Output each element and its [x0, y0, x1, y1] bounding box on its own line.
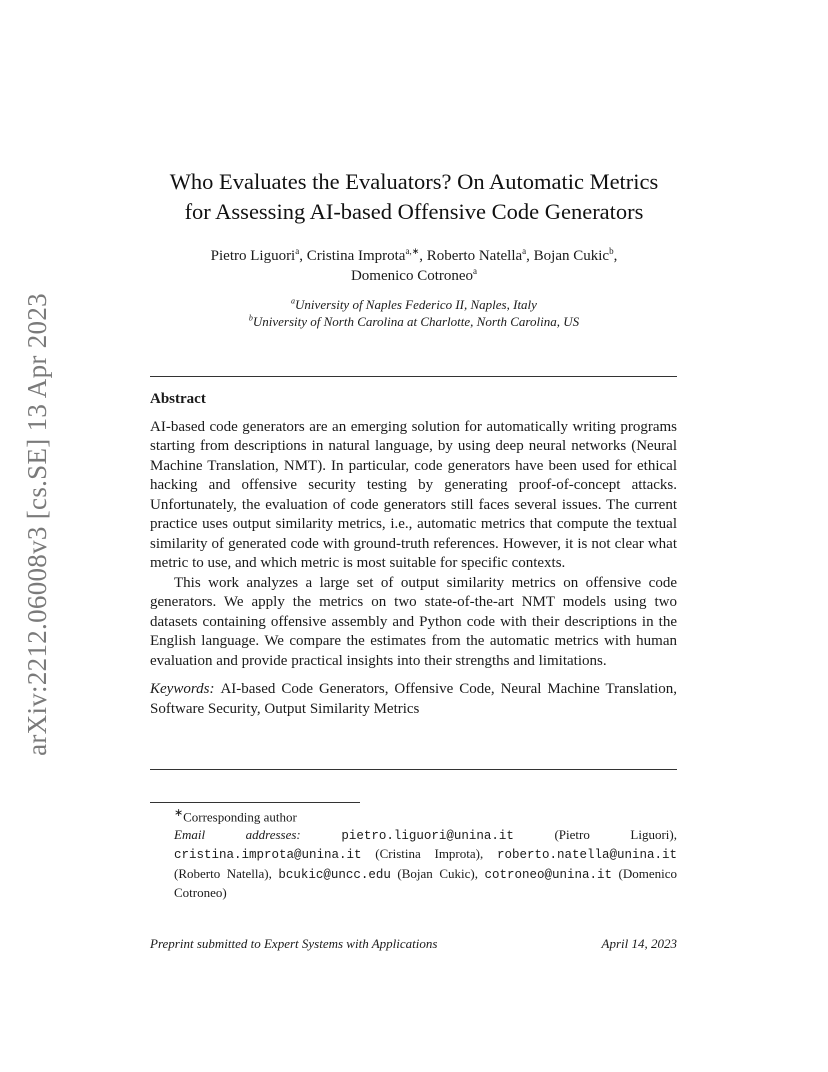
- title-line-1: Who Evaluates the Evaluators? On Automatic Metrics: [169, 169, 659, 194]
- preprint-note: Preprint submitted to Expert Systems with Applications: [150, 936, 438, 951]
- arxiv-sidebar: [14, 290, 60, 758]
- email-link[interactable]: cristina.improta@unina.it: [174, 848, 362, 863]
- keywords-label: Keywords:: [150, 681, 215, 697]
- author: Cristina Improta$^{a,∗}$: [306, 246, 420, 264]
- keywords-text: AI-based Code Generators, Offensive Code, Neural Machine Translation, Software Security, Output Similarity Metrics: [150, 681, 677, 717]
- footnote-rule: [150, 802, 360, 803]
- abstract-heading: Abstract: [150, 391, 206, 407]
- footnote: [150, 802, 677, 902]
- email-link[interactable]: roberto.natella@unina.it: [496, 848, 677, 863]
- affiliation: $^b$University of North Carolina at Charlotte, North Carolina, US: [248, 313, 580, 329]
- footer-date: April 14, 2023: [601, 936, 677, 951]
- keywords: [150, 680, 677, 719]
- email-link[interactable]: bcukic@uncc.edu: [278, 867, 391, 882]
- author: Bojan Cukic$^b$: [533, 246, 614, 264]
- page-footer: [150, 936, 677, 952]
- paper-title: [150, 167, 678, 227]
- divider: [150, 376, 677, 377]
- arxiv-identifier: arXiv:2212.06008v3 [cs.SE] 13 Apr 2023: [21, 292, 52, 756]
- author: Domenico Cotroneo$^a$: [350, 266, 478, 284]
- title-line-2: for Assessing AI-based Offensive Code Generators: [184, 199, 644, 224]
- abstract-paragraph: AI-based code generators are an emerging solution for automatically writing programs starting from descriptions in natural language, by using deep neural networks (Neural Machine Translation, NMT). In particular, code generators have been used for ethical hacking and offensive security testing by generating proof-of-concept attacks. Unfortunately, the evaluation of code generators still faces several issues. The current practice uses output similarity metrics, i.e., automatic metrics that compute the textual similarity of generated code with ground-truth references. However, it is not clear what metric to use, and which metric is most suitable for specific contexts.: [150, 418, 677, 571]
- email-link[interactable]: cotroneo@unina.it: [484, 867, 613, 882]
- corresponding-author-note: ∗Corresponding author: [174, 807, 297, 825]
- author: Roberto Natella$^a$: [426, 246, 527, 264]
- author-list: Pietro Liguori$^a$, Cristina Improta$^{a,∗}$, Roberto Natella$^a$, Bojan Cukic$^b$, Domenico Cotroneo$^a$: [210, 246, 618, 284]
- abstract-paragraph: This work analyzes a large set of output similarity metrics on offensive code generators. We apply the metrics on two state-of-the-art NMT models using two datasets containing offensive assembly and Python code with their descriptions in the English language. We compare the estimates from the automatic metrics with human evaluation and provide practical insights into their strengths and limitations.: [150, 574, 677, 669]
- affiliation: $^a$University of Naples Federico II, Naples, Italy: [291, 296, 537, 312]
- email-addresses: Email addresses: pietro.liguori@unina.it (Pietro Liguori), cristina.improta@unina.it (Cristina Improta), roberto.natella@unina.it (Roberto Natella), bcukic@uncc.edu (Bojan Cukic), cotroneo@unina.it (Domenico Cotroneo): [174, 826, 678, 901]
- author: Pietro Liguori$^a$: [210, 246, 300, 264]
- affiliations: [150, 296, 678, 330]
- divider: [150, 769, 677, 770]
- abstract-section: [150, 390, 677, 719]
- email-link[interactable]: pietro.liguori@unina.it: [341, 828, 514, 843]
